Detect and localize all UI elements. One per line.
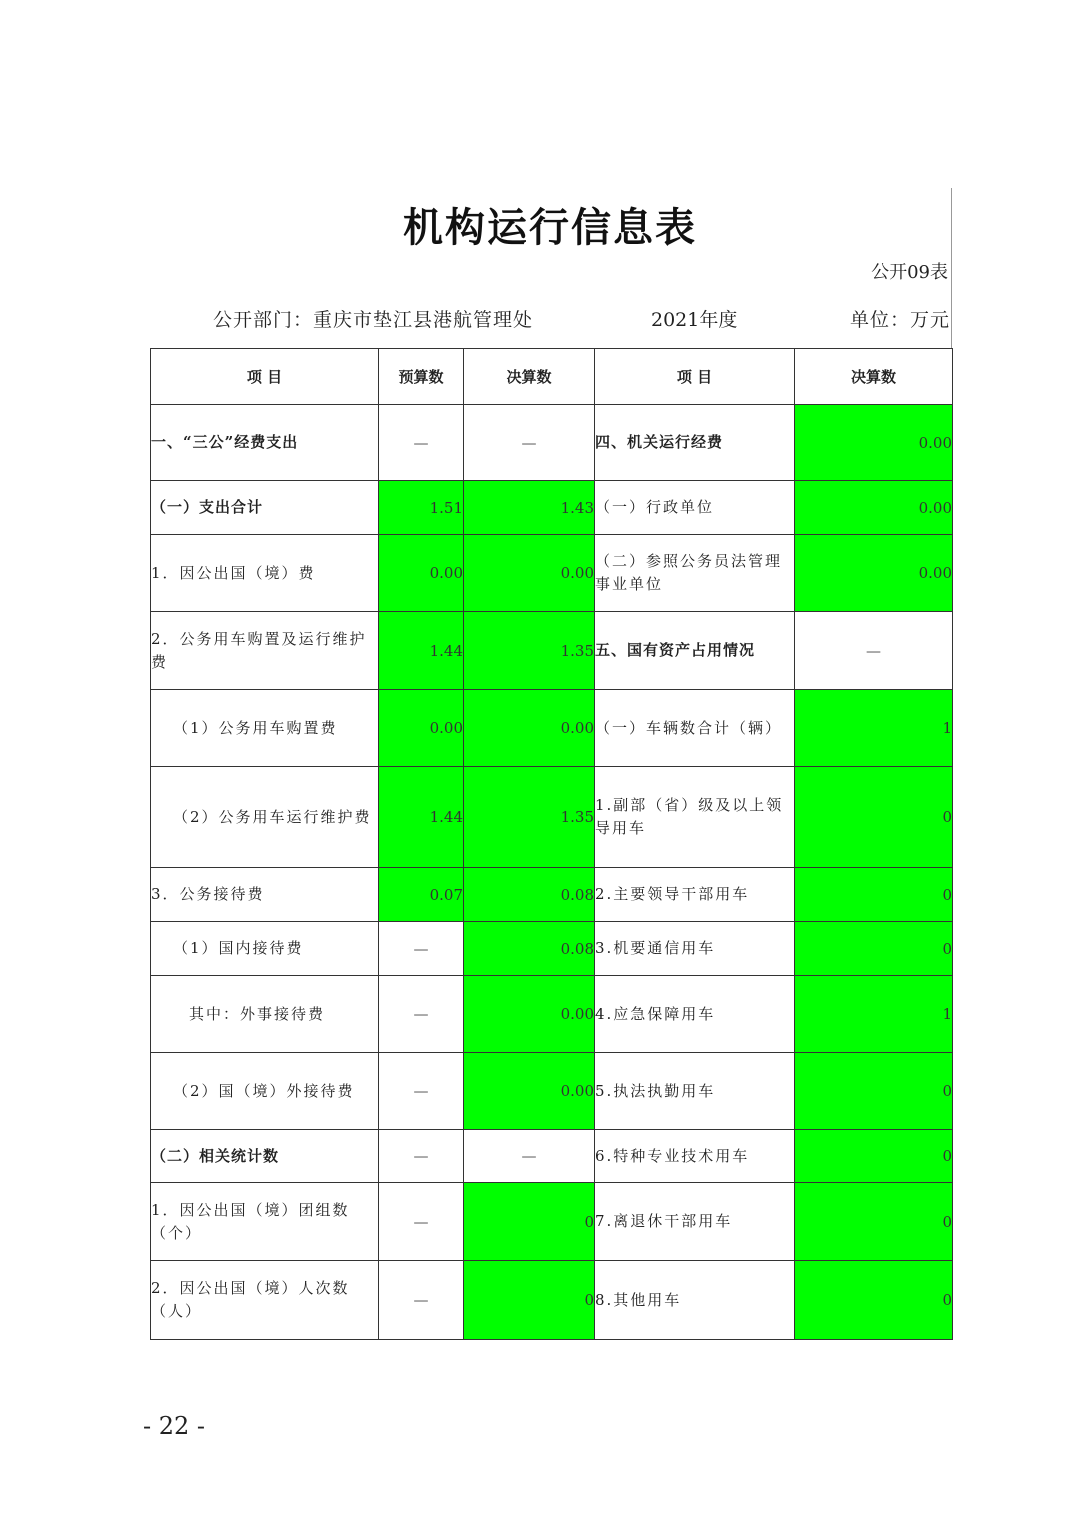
right-value-cell: 0 (795, 1130, 953, 1183)
table-row (151, 1183, 953, 1261)
department-label: 公开部门：重庆市垫江县港航管理处 (213, 309, 534, 331)
right-value-cell: 0 (795, 1261, 953, 1340)
right-value-cell: 0 (795, 922, 953, 976)
row-label: 2．因公出国（境）人次数（人） (151, 1261, 379, 1340)
row-label: （二）相关统计数 (151, 1130, 379, 1183)
table-row (151, 868, 953, 922)
right-value-cell: 1 (795, 690, 953, 767)
row-label: 1．因公出国（境）费 (151, 535, 379, 612)
right-label: 2.主要领导干部用车 (595, 868, 795, 922)
row-label: （一）支出合计 (151, 481, 379, 535)
page-title: 机构运行信息表 (403, 204, 697, 251)
budget-cell: — (379, 1183, 464, 1261)
row-label: 3．公务接待费 (151, 868, 379, 922)
page-number: - 22 - (143, 1412, 206, 1440)
table-code: 公开09表 (871, 262, 948, 283)
budget-cell: — (379, 1053, 464, 1130)
actual-cell: 0.00 (464, 690, 595, 767)
right-value-cell: 0 (795, 1053, 953, 1130)
right-label: 四、机关运行经费 (595, 405, 795, 481)
table-row (151, 405, 953, 481)
header-actual: 决算数 (464, 349, 595, 405)
right-value-cell: 0 (795, 1183, 953, 1261)
actual-cell: 0 (464, 1261, 595, 1340)
row-label: （2）公务用车运行维护费 (151, 767, 379, 868)
actual-cell: — (464, 1130, 595, 1183)
row-label: （1）国内接待费 (151, 922, 379, 976)
right-value-cell: 0.00 (795, 481, 953, 535)
actual-cell: 0.08 (464, 922, 595, 976)
actual-cell: 0.08 (464, 868, 595, 922)
budget-cell: 0.00 (379, 690, 464, 767)
right-label: 5.执法执勤用车 (595, 1053, 795, 1130)
right-value-cell: 0.00 (795, 405, 953, 481)
header-row (151, 349, 953, 405)
row-label: 一、“三公”经费支出 (151, 405, 379, 481)
budget-cell: 0.07 (379, 868, 464, 922)
budget-cell: 1.44 (379, 612, 464, 690)
row-label: 其中：外事接待费 (151, 976, 379, 1053)
table-row (151, 535, 953, 612)
actual-cell: 1.35 (464, 612, 595, 690)
table-row (151, 1053, 953, 1130)
info-table (150, 348, 953, 1340)
budget-cell: 1.44 (379, 767, 464, 868)
right-label: 6.特种专业技术用车 (595, 1130, 795, 1183)
right-label: 1.副部（省）级及以上领导用车 (595, 767, 795, 868)
actual-cell: 0.00 (464, 976, 595, 1053)
table-row (151, 1130, 953, 1183)
right-value-cell: — (795, 612, 953, 690)
header-item-right: 项 目 (595, 349, 795, 405)
unit-label: 单位：万元 (849, 309, 950, 331)
budget-cell: 1.51 (379, 481, 464, 535)
table-row (151, 922, 953, 976)
budget-cell: — (379, 1261, 464, 1340)
table-row (151, 1261, 953, 1340)
actual-cell: 0 (464, 1183, 595, 1261)
right-label: 3.机要通信用车 (595, 922, 795, 976)
right-label: （二）参照公务员法管理事业单位 (595, 535, 795, 612)
budget-cell: — (379, 976, 464, 1053)
actual-cell: 0.00 (464, 1053, 595, 1130)
right-label: （一）行政单位 (595, 481, 795, 535)
actual-cell: 1.43 (464, 481, 595, 535)
right-label: 7.离退休干部用车 (595, 1183, 795, 1261)
row-label: （2）国（境）外接待费 (151, 1053, 379, 1130)
budget-cell: — (379, 922, 464, 976)
table-row (151, 612, 953, 690)
table-row (151, 767, 953, 868)
budget-cell: 0.00 (379, 535, 464, 612)
right-label: 五、国有资产占用情况 (595, 612, 795, 690)
header-item: 项 目 (151, 349, 379, 405)
budget-cell: — (379, 1130, 464, 1183)
actual-cell: — (464, 405, 595, 481)
right-value-cell: 0 (795, 767, 953, 868)
header-actual-right: 决算数 (795, 349, 953, 405)
budget-cell: — (379, 405, 464, 481)
year-label: 2021年度 (651, 309, 738, 331)
actual-cell: 0.00 (464, 535, 595, 612)
right-label: 8.其他用车 (595, 1261, 795, 1340)
row-label: 1．因公出国（境）团组数（个） (151, 1183, 379, 1261)
row-label: 2．公务用车购置及运行维护费 (151, 612, 379, 690)
table-row (151, 481, 953, 535)
right-value-cell: 1 (795, 976, 953, 1053)
table-row (151, 690, 953, 767)
right-value-cell: 0.00 (795, 535, 953, 612)
actual-cell: 1.35 (464, 767, 595, 868)
right-label: 4.应急保障用车 (595, 976, 795, 1053)
header-budget: 预算数 (379, 349, 464, 405)
row-label: （1）公务用车购置费 (151, 690, 379, 767)
table-row (151, 976, 953, 1053)
right-value-cell: 0 (795, 868, 953, 922)
right-label: （一）车辆数合计（辆） (595, 690, 795, 767)
